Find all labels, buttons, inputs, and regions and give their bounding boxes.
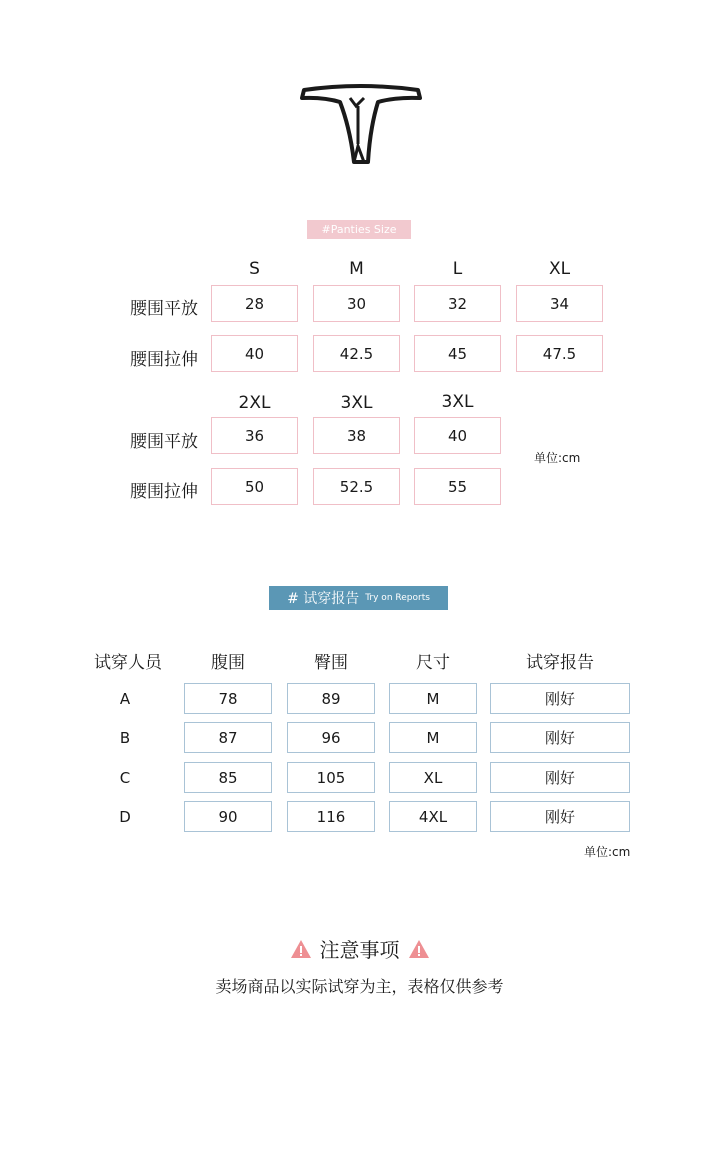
person-label: A [119, 690, 131, 708]
table-header: 试穿人员 [94, 653, 162, 673]
size-cell: 40 [211, 335, 298, 372]
person-label: C [119, 769, 131, 787]
row-label: 腰围拉伸 [130, 482, 198, 502]
abdomen-cell: 85 [184, 762, 272, 793]
size-cell: 55 [414, 468, 501, 505]
column-header: XL [548, 259, 571, 279]
hip-cell: 89 [287, 683, 375, 714]
size-cell: 4XL [389, 801, 477, 832]
abdomen-cell: 90 [184, 801, 272, 832]
column-header: 3XL [340, 393, 373, 413]
column-header: M [349, 259, 364, 279]
size-cell: 52.5 [313, 468, 400, 505]
size-cell: 50 [211, 468, 298, 505]
size-cell: M [389, 683, 477, 714]
report-cell: 刚好 [490, 683, 630, 714]
notice-title [0, 934, 719, 963]
row-label: 腰围拉伸 [130, 350, 198, 370]
size-cell: 28 [211, 285, 298, 322]
hip-cell: 96 [287, 722, 375, 753]
warning-icon [408, 939, 430, 959]
column-header: S [249, 259, 260, 279]
person-label: B [119, 729, 131, 747]
notice-body: 卖场商品以实际试穿为主，表格仅供参考 [215, 977, 504, 996]
report-cell: 刚好 [490, 762, 630, 793]
size-cell: 42.5 [313, 335, 400, 372]
hip-cell: 116 [287, 801, 375, 832]
notice-title-text: 注意事项 [319, 938, 400, 962]
size-cell: 32 [414, 285, 501, 322]
table-header: 试穿报告 [526, 653, 594, 673]
size-cell: 36 [211, 417, 298, 454]
abdomen-cell: 87 [184, 722, 272, 753]
table-header: 臀围 [314, 653, 348, 673]
size-cell: XL [389, 762, 477, 793]
table-header: 腹围 [211, 653, 245, 673]
unit-label: 单位:cm [584, 845, 631, 859]
column-header: 3XL [441, 392, 474, 412]
size-cell: 34 [516, 285, 603, 322]
size-cell: 38 [313, 417, 400, 454]
hip-cell: 105 [287, 762, 375, 793]
size-cell: 30 [313, 285, 400, 322]
column-header: 2XL [238, 393, 271, 413]
panty-icon [300, 84, 422, 170]
report-cell: 刚好 [490, 801, 630, 832]
person-label: D [119, 808, 131, 826]
badge-sub-text: Try on Reports [365, 593, 430, 603]
size-cell: 47.5 [516, 335, 603, 372]
try-on-report-badge [269, 586, 448, 610]
abdomen-cell: 78 [184, 683, 272, 714]
size-cell: 45 [414, 335, 501, 372]
row-label: 腰围平放 [130, 299, 198, 319]
report-cell: 刚好 [490, 722, 630, 753]
badge-main-text: # 试穿报告 [287, 591, 360, 607]
unit-label: 单位:cm [534, 451, 581, 465]
panties-size-badge: #Panties Size [307, 220, 411, 239]
size-cell: 40 [414, 417, 501, 454]
column-header: L [452, 259, 463, 279]
size-cell: M [389, 722, 477, 753]
row-label: 腰围平放 [130, 432, 198, 452]
warning-icon [290, 939, 312, 959]
table-header: 尺寸 [416, 653, 450, 673]
